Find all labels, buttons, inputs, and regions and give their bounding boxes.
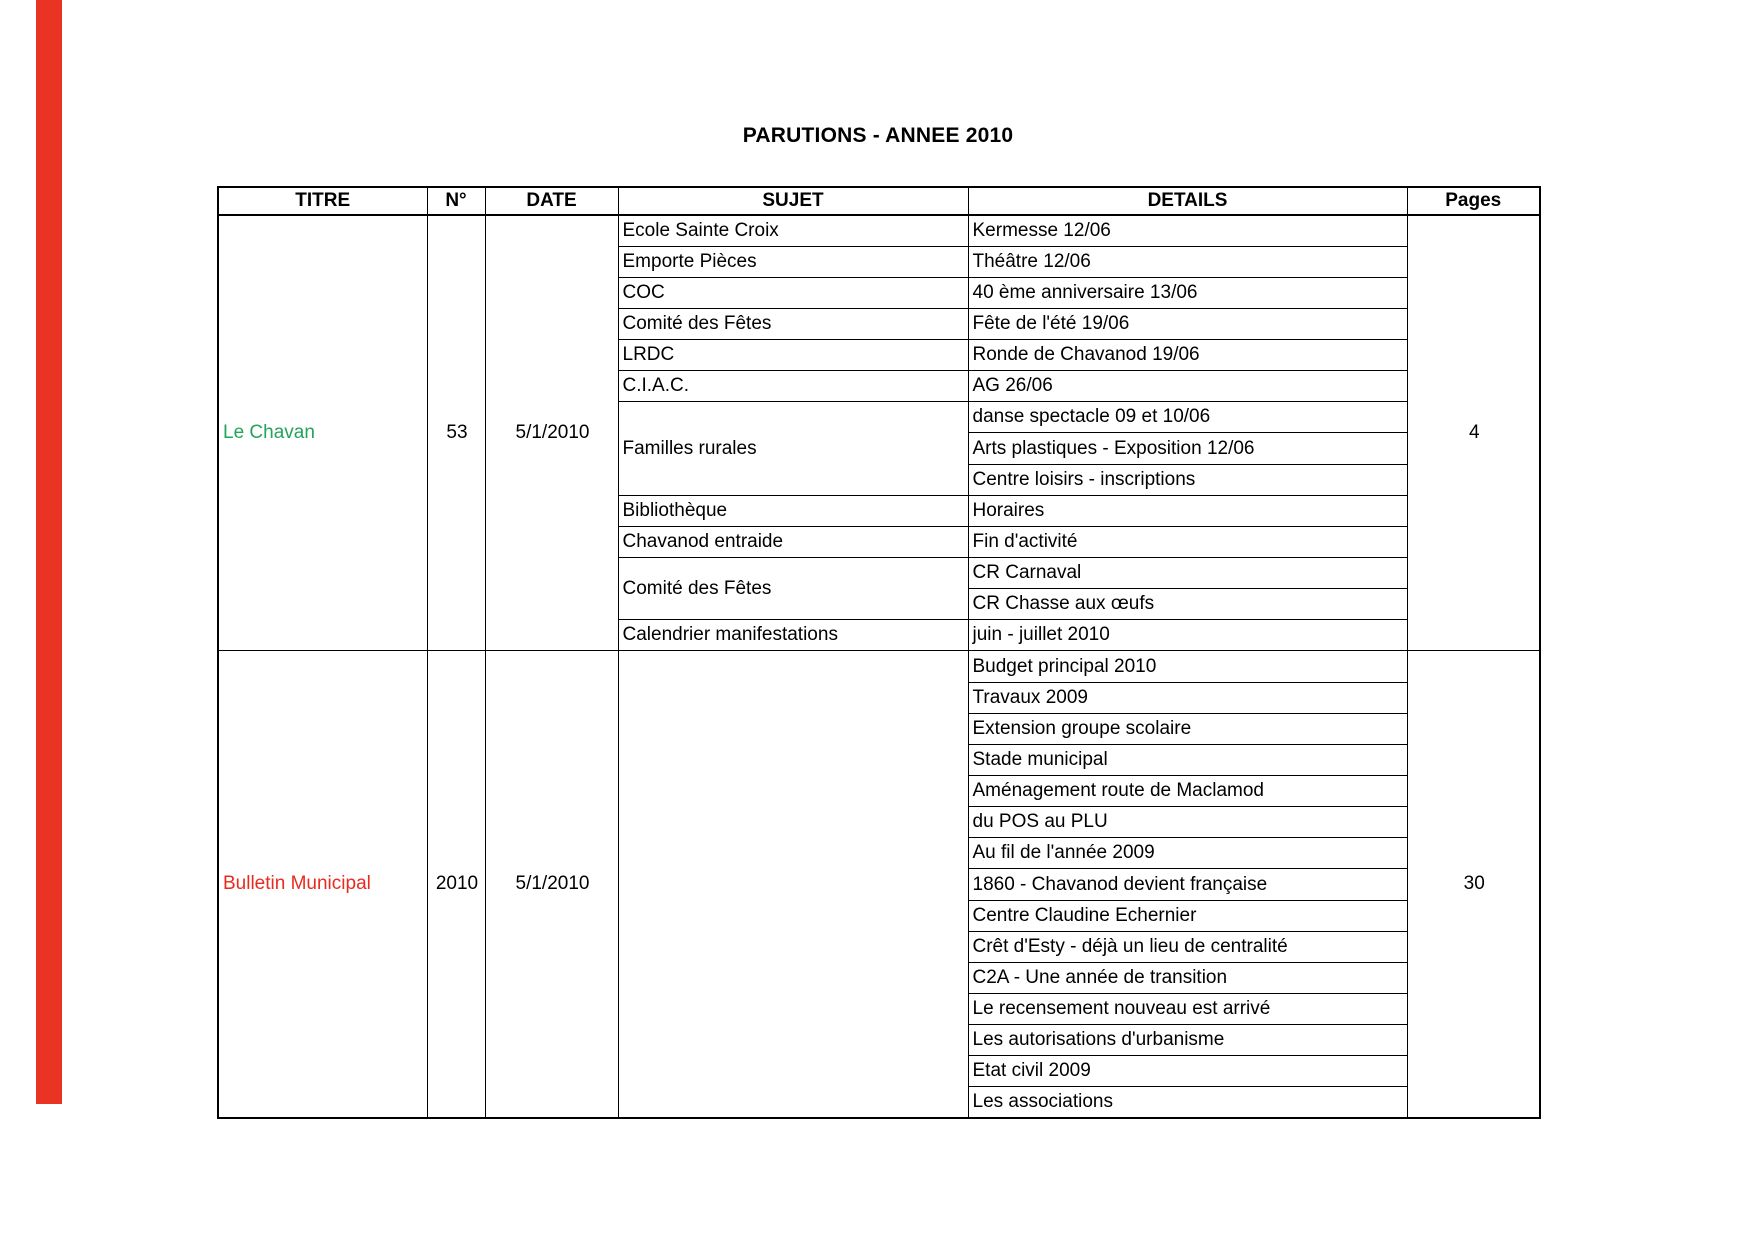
- cell-details: Crêt d'Esty - déjà un lieu de centralité: [968, 931, 1407, 962]
- cell-date: 5/1/2010: [485, 215, 618, 651]
- cell-numero: 2010: [427, 651, 485, 1118]
- cell-sujet: Calendrier manifestations: [618, 620, 968, 651]
- column-header-pages: Pages: [1407, 187, 1540, 215]
- cell-titre: Le Chavan: [218, 215, 427, 651]
- cell-details: Centre loisirs - inscriptions: [968, 464, 1407, 495]
- cell-details: Théâtre 12/06: [968, 246, 1407, 277]
- document-title: PARUTIONS - ANNEE 2010: [742, 124, 1014, 147]
- cell-details: Arts plastiques - Exposition 12/06: [968, 433, 1407, 464]
- cell-sujet: Comité des Fêtes: [618, 558, 968, 620]
- cell-details: Kermesse 12/06: [968, 215, 1407, 246]
- cell-pages: 30: [1407, 651, 1540, 1118]
- cell-details: Horaires: [968, 495, 1407, 526]
- cell-details: Aménagement route de Maclamod: [968, 776, 1407, 807]
- column-header-date: DATE: [485, 187, 618, 215]
- cell-details: C2A - Une année de transition: [968, 962, 1407, 993]
- column-header-details: DETAILS: [968, 187, 1407, 215]
- cell-pages: 4: [1407, 215, 1540, 651]
- cell-details: du POS au PLU: [968, 807, 1407, 838]
- cell-details: Etat civil 2009: [968, 1056, 1407, 1087]
- cell-details: AG 26/06: [968, 371, 1407, 402]
- cell-sujet: LRDC: [618, 340, 968, 371]
- cell-details: 1860 - Chavanod devient française: [968, 869, 1407, 900]
- cell-sujet: Chavanod entraide: [618, 526, 968, 557]
- cell-details: Stade municipal: [968, 744, 1407, 775]
- cell-details: Extension groupe scolaire: [968, 713, 1407, 744]
- cell-sujet: Ecole Sainte Croix: [618, 215, 968, 246]
- red-marker-bar: [36, 0, 62, 1104]
- header-row: [218, 187, 1540, 215]
- cell-sujet: Comité des Fêtes: [618, 308, 968, 339]
- cell-details: CR Chasse aux œufs: [968, 589, 1407, 620]
- cell-details: Ronde de Chavanod 19/06: [968, 340, 1407, 371]
- cell-details: Fin d'activité: [968, 526, 1407, 557]
- cell-details: Centre Claudine Echernier: [968, 900, 1407, 931]
- cell-sujet: COC: [618, 277, 968, 308]
- cell-sujet: Bibliothèque: [618, 495, 968, 526]
- cell-sujet: Familles rurales: [618, 402, 968, 495]
- cell-details: Fête de l'été 19/06: [968, 308, 1407, 339]
- cell-details: danse spectacle 09 et 10/06: [968, 402, 1407, 433]
- cell-sujet-empty: [618, 651, 968, 1118]
- cell-details: juin - juillet 2010: [968, 620, 1407, 651]
- cell-details: Budget principal 2010: [968, 651, 1407, 682]
- cell-details: Le recensement nouveau est arrivé: [968, 994, 1407, 1025]
- cell-numero: 53: [427, 215, 485, 651]
- cell-date: 5/1/2010: [485, 651, 618, 1118]
- column-header-numero: N°: [427, 187, 485, 215]
- cell-details: Au fil de l'année 2009: [968, 838, 1407, 869]
- table-row: [218, 651, 1540, 682]
- column-header-titre: TITRE: [218, 187, 427, 215]
- cell-titre: Bulletin Municipal: [218, 651, 427, 1118]
- table-row: [218, 215, 1540, 246]
- column-header-sujet: SUJET: [618, 187, 968, 215]
- parutions-table: [217, 186, 1541, 1119]
- cell-details: Travaux 2009: [968, 682, 1407, 713]
- cell-details: Les autorisations d'urbanisme: [968, 1025, 1407, 1056]
- cell-details: 40 ème anniversaire 13/06: [968, 277, 1407, 308]
- cell-sujet: Emporte Pièces: [618, 246, 968, 277]
- cell-sujet: C.I.A.C.: [618, 371, 968, 402]
- cell-details: Les associations: [968, 1087, 1407, 1118]
- cell-details: CR Carnaval: [968, 558, 1407, 589]
